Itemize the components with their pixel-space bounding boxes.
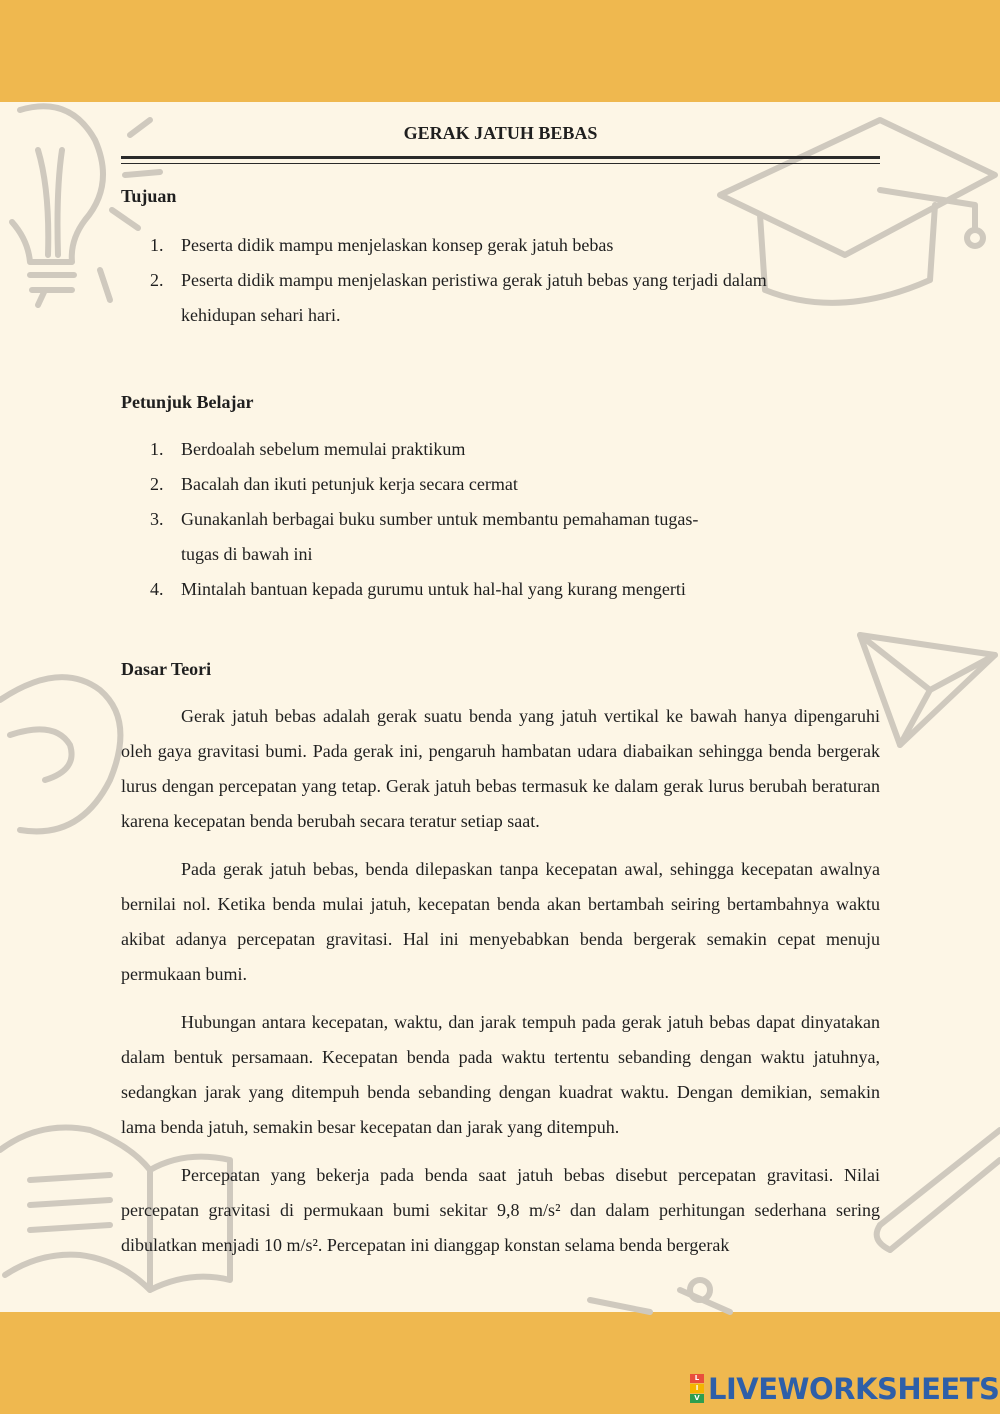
logo-text: LIVEWORKSHEETS	[708, 1372, 1000, 1406]
paragraph: Pada gerak jatuh bebas, benda dilepaskan tanpa kecepatan awal, sehingga kecepatan awalnya bernilai nol. Ketika benda mulai jatuh, kecepatan benda akan bertambah seiring bertambahnya waktu akibat adanya percepatan gravitasi. Hal ini menyebabkan benda bergerak semakin cepat menuju permukaan bumi.	[121, 859, 880, 984]
list-item-text: Berdoalah sebelum memulai praktikum	[181, 439, 466, 459]
document-body	[121, 118, 880, 1263]
page-title: GERAK JATUH BEBAS	[403, 123, 598, 143]
section-petunjuk	[121, 388, 880, 607]
logo-mark-letter: V	[690, 1394, 704, 1403]
list-item-text: Bacalah dan ikuti petunjuk kerja secara cermat	[181, 474, 518, 494]
list-item-number: 4.	[150, 579, 164, 599]
section-heading-petunjuk: Petunjuk Belajar	[121, 392, 254, 412]
paragraph: Hubungan antara kecepatan, waktu, dan jarak tempuh pada gerak jatuh bebas dapat dinyatakan dalam bentuk persamaan. Kecepatan benda pada waktu tertentu sebanding dengan waktu jatuhnya, sedangkan jarak yang ditempuh benda sebanding dengan kuadrat waktu. Dengan demikian, semakin lama benda jatuh, semakin besar kecepatan dan jarak yang ditempuh.	[121, 1012, 880, 1137]
section-tujuan	[121, 182, 880, 333]
section-dasar-teori	[121, 655, 880, 1263]
list-item-number: 2.	[150, 270, 164, 290]
list-item-text: Gunakanlah berbagai buku sumber untuk membantu pemahaman tugas-	[181, 509, 699, 529]
tujuan-list	[121, 228, 880, 333]
list-item-number: 1.	[150, 235, 164, 255]
list-item	[121, 263, 880, 333]
title-double-rule	[121, 156, 880, 164]
section-heading-dasar-teori: Dasar Teori	[121, 659, 212, 679]
paragraph: Gerak jatuh bebas adalah gerak suatu benda yang jatuh vertikal ke bawah hanya dipengaruhi oleh gaya gravitasi bumi. Pada gerak ini, pengaruh hambatan udara diabaikan sehingga benda bergerak lurus dengan percepatan yang tetap. Gerak jatuh bebas termasuk ke dalam gerak lurus berubah beraturan karena kecepatan benda berubah secara teratur setiap saat.	[121, 706, 880, 831]
list-item	[121, 432, 880, 467]
logo-mark-letter: I	[690, 1384, 704, 1393]
header-band	[0, 0, 1000, 102]
petunjuk-list	[121, 432, 880, 607]
liveworksheets-logo	[690, 1372, 999, 1406]
paper-plane-doodle	[860, 635, 995, 745]
logo-mark-letter: L	[690, 1374, 704, 1383]
logo-mark-icon	[690, 1374, 704, 1404]
mouse-doodle	[0, 677, 120, 831]
list-item	[121, 572, 880, 607]
list-item-number: 3.	[150, 509, 164, 529]
section-heading-tujuan: Tujuan	[121, 186, 177, 206]
list-item-text: tugas di bawah ini	[181, 544, 313, 564]
list-item	[121, 228, 880, 263]
list-item-text: Peserta didik mampu menjelaskan peristiwa gerak jatuh bebas yang terjadi dalam	[181, 270, 767, 290]
list-item-text: Mintalah bantuan kepada gurumu untuk hal-hal yang kurang mengerti	[181, 579, 686, 599]
list-item-number: 1.	[150, 439, 164, 459]
list-item	[121, 467, 880, 502]
list-item-text: kehidupan sehari hari.	[181, 305, 341, 325]
paragraph: Percepatan yang bekerja pada benda saat jatuh bebas disebut percepatan gravitasi. Nilai percepatan gravitasi di permukaan bumi sekitar 9,8 m/s² dan dalam perhitungan sederhana sering dibulatkan menjadi 10 m/s². Percepatan ini dianggap konstan selama benda bergerak	[121, 1165, 880, 1255]
list-item-number: 2.	[150, 474, 164, 494]
list-item	[121, 502, 880, 572]
list-item-text: Peserta didik mampu menjelaskan konsep gerak jatuh bebas	[181, 235, 614, 255]
